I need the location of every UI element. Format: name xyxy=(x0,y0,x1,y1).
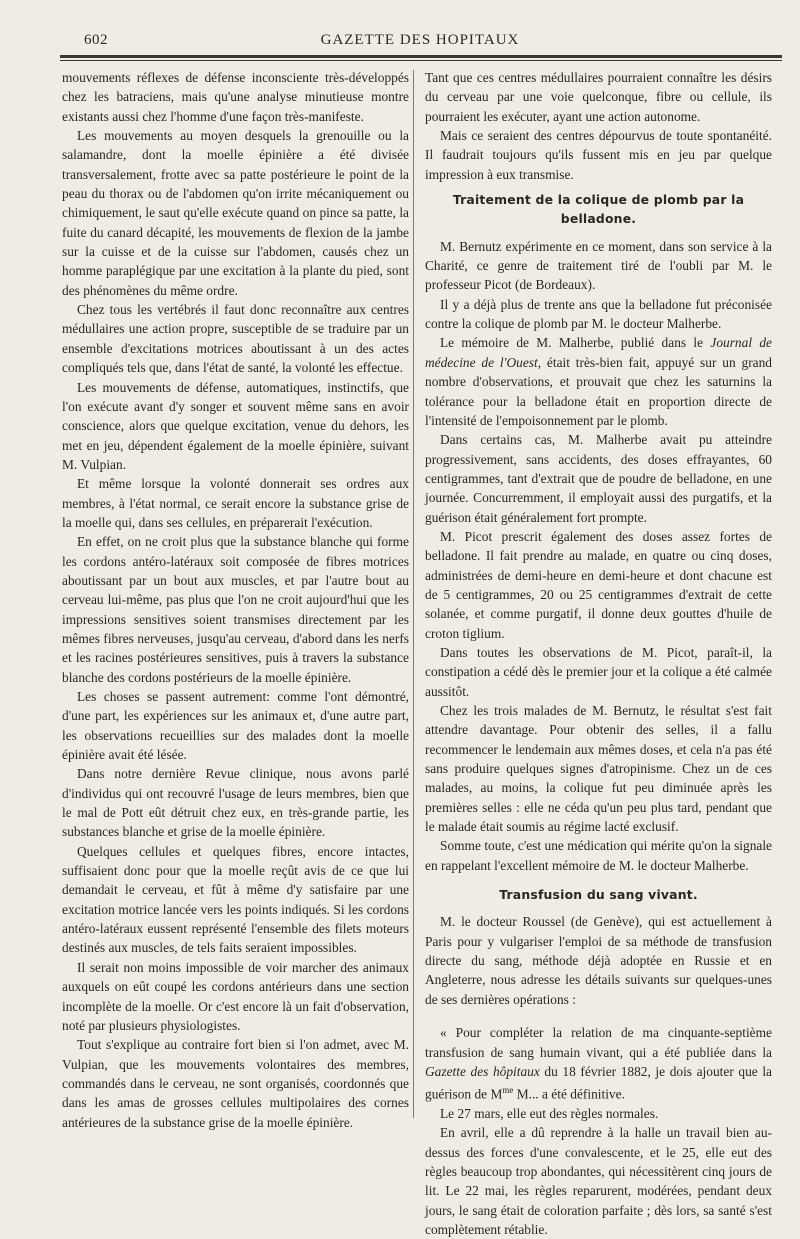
section-heading-belladone: Traitement de la colique de plomb par la belladone. xyxy=(452,192,745,227)
paragraph: Le 27 mars, elle eut des règles normales. xyxy=(440,1106,659,1121)
paragraph: Les mouvements au moyen desquels la grenouille ou la salamandre, dont la moelle épinière a été divisée transversalement, frotte avec sa patte postérieure le point de la peau du thorax ou de l'abdomen qu'on irrite mécaniquement ou chimiquement, le saut qu'elle exécute quand on pince sa patte, la fuite du canard décapité, les mouvements de flexion de la jambe sur la cuisse et de la cuisse sur l'abdomen, causés chez un homme paraplégique par une excitation à la plante du pied, sont des phénomènes du même ordre. xyxy=(62,128,409,298)
text-run: Le mémoire de M. Malherbe, publié dans le xyxy=(440,335,711,351)
paragraph: Il serait non moins impossible de voir marcher des animaux auxquels on eût coupé les cordons antérieurs dans une section incomplète de la moelle. Or c'est encore là un fait d'observation, noté par plusieurs physiologistes. xyxy=(62,959,409,1033)
column-divider xyxy=(413,70,414,1118)
paragraph: M. Picot prescrit également des doses assez fortes de belladone. Il fait prendre au malade, en quatre ou cinq doses, administrées de demi-heure en demi-heure et dont chacune est de 5 centigrammes, 20 ou 25 centigrammes d'extrait de cette solanée, et comme purgatif, il donne deux gouttes d'huile de croton tiglium. xyxy=(425,528,772,641)
text-run: du 18 février 1882, je dois ajouter que la guérison de M xyxy=(425,1063,772,1102)
journal-name-italic: Gazette des hôpitaux xyxy=(425,1063,540,1079)
superscript: me xyxy=(502,1085,514,1096)
paragraph: Il y a déjà plus de trente ans que la belladone fut préconisée contre la colique de plomb par M. le docteur Malherbe. xyxy=(425,296,772,332)
text-run: « Pour compléter la relation de ma cinquante-septième transfusion de sang humain vivant, qui a été publiée dans la xyxy=(425,1025,772,1060)
paragraph: Tout s'explique au contraire fort bien si l'on admet, avec M. Vulpian, que les mouvements volontaires des membres, commandés dans le cerveau, ne sont organisés, coordonnés que dans les amas de grosses cellules multipolaires des cornes antérieures de la substance grise de la moelle épinière. xyxy=(62,1037,409,1130)
page-header xyxy=(60,32,780,54)
journal-title: GAZETTE DES HOPITAUX xyxy=(320,32,520,48)
paragraph: Chez tous les vertébrés il faut donc reconnaître aux centres médullaires une action propre, susceptible de se traduire par un ensemble d'excitations motrices aboutissant à un des actes compliqués tels que, dans l'état de santé, la volonté les effectue. xyxy=(62,302,409,376)
paragraph: Les choses se passent autrement: comme l'ont démontré, d'une part, les expériences sur les animaux et, d'une autre part, les observations recueillies sur des malades dont la moelle épinière avait été lésée. xyxy=(62,689,409,763)
section-heading-transfusion: Transfusion du sang vivant. xyxy=(499,887,698,903)
paragraph: Dans notre dernière Revue clinique, nous avons parlé d'individus qui ont recouvré l'usage de leurs membres, bien que le mal de Pott eût détruit chez eux, en très-grande partie, les substances blanche et grise de la moelle épinière. xyxy=(62,766,409,840)
paragraph: Quelques cellules et quelques fibres, encore intactes, suffisaient donc pour que la moelle reçût avis de ce que lui demandait le cerveau, et fût à même d'y satisfaire par une excitation motrice lancée vers les points indiqués. Si les cordons antéro-latéraux eussent représenté l'ensemble des filets moteurs destinés aux muscles, de tels faits seraient impossibles. xyxy=(62,843,409,956)
text-run: , était très-bien fait, appuyé sur un grand nombre d'observations, et prouvait que chez les saturnins la tolérance pour la belladone était en proportion directe de l'intensité de l'empoisonnement par le plomb. xyxy=(425,354,772,428)
paragraph: Dans certains cas, M. Malherbe avait pu atteindre progressivement, sans accidents, des doses effrayantes, 60 centigrammes, tant d'extrait que de poudre de belladone, en une journée. Concurremment, il employait aussi des purgatifs, et la guérison était généralement fort prompte. xyxy=(425,432,772,525)
left-column xyxy=(62,68,409,1132)
paragraph: M. le docteur Roussel (de Genève), qui est actuellement à Paris pour y vulgariser l'emploi de sa méthode de transfusion directe du sang, méthode déjà adoptée en Russie et en Angleterre, nous adresse les détails suivants sur quelques-unes de ses dernières opérations : xyxy=(425,914,772,1007)
header-rule-thin xyxy=(60,60,782,61)
right-column xyxy=(425,68,772,1239)
paragraph: Et même lorsque la volonté donnerait ses ordres aux membres, à l'état normal, ce serait encore la substance grise de la moelle qui, dans ses cellules, en préparerait l'exécution. xyxy=(62,476,409,530)
paragraph: Dans toutes les observations de M. Picot, paraît-il, la constipation a cédé dès le premier jour et la colique a été calmée aussitôt. xyxy=(425,644,772,699)
journal-name-italic: Journal de médecine de l'Ouest xyxy=(425,335,772,370)
paragraph xyxy=(425,333,772,430)
paragraph: Somme toute, c'est une médication qui mérite qu'on la signale en rappelant l'excellent mémoire de M. le docteur Malherbe. xyxy=(425,838,772,873)
paragraph: Tant que ces centres médullaires pourraient connaître les désirs du cerveau par une voie quelconque, fibre ou cellule, ils pourraient les exécuter, ayant une action autonome. xyxy=(425,70,772,124)
paragraph: En avril, elle a dû reprendre à la halle un travail bien au-dessus des forces d'une convalescente, et le 25, elle eut des règles beaucoup trop abondantes, qui nécessitèrent cinq jours de lit. Le 22 mai, les règles reparurent, modérées, pendant deux jours, le sang était de coloration parfaite ; dès lors, sa santé s'est complètement rétablie. xyxy=(425,1125,772,1238)
paragraph: En effet, on ne croit plus que la substance blanche qui forme les cordons antéro-latéraux soit composée de fibres motrices aboutissant par un bout aux muscles, et par l'autre bout au cerveau lui-même, pas plus que l'on ne croit aujourd'hui que les impressions sensitives soient transmises directement par les mêmes fibres nerveuses, jusqu'au cerveau, d'abord dans les nerfs et les racines postérieures sensitives, puis à travers la substance blanche des cordons postérieurs de la moelle épinière. xyxy=(62,534,409,685)
page-number: 602 xyxy=(84,32,108,48)
text-run: M... a été définitive. xyxy=(513,1086,625,1102)
header-rule-thick xyxy=(60,55,782,58)
paragraph xyxy=(425,1023,772,1104)
paragraph: Mais ce seraient des centres dépourvus de toute spontanéité. Il faudrait toujours qu'ils fussent mis en jeu par quelque impression à eux transmise. xyxy=(425,128,772,182)
paragraph: M. Bernutz expérimente en ce moment, dans son service à la Charité, ce genre de traitement tiré de l'oubli par M. le professeur Picot (de Bordeaux). xyxy=(425,238,772,293)
paragraph: Les mouvements de défense, automatiques, instinctifs, que l'on exécute avant d'y songer et souvent même sans en avoir conscience, alors que quelque excitation, venue du dehors, les met en jeu, dépendent également de la moelle épinière, suivant M. Vulpian. xyxy=(62,379,409,472)
paragraph: Chez les trois malades de M. Bernutz, le résultat s'est fait attendre davantage. Pour obtenir des selles, il a fallu recommencer le lendemain aux mêmes doses, et cela n'a pas été sans produire quelques signes d'atropinisme. Chez un de ces malades, au moins, la colique fut peu diminuée après les premières selles : elle ne céda qu'un peu plus tard, pendant que le malade était soumis au régime lacté exclusif. xyxy=(425,703,772,835)
paragraph: mouvements réflexes de défense inconsciente très-développés chez les batraciens, mais qu'une analyse minutieuse montre existants aussi chez l'homme d'une façon très-manifeste. xyxy=(62,70,409,124)
